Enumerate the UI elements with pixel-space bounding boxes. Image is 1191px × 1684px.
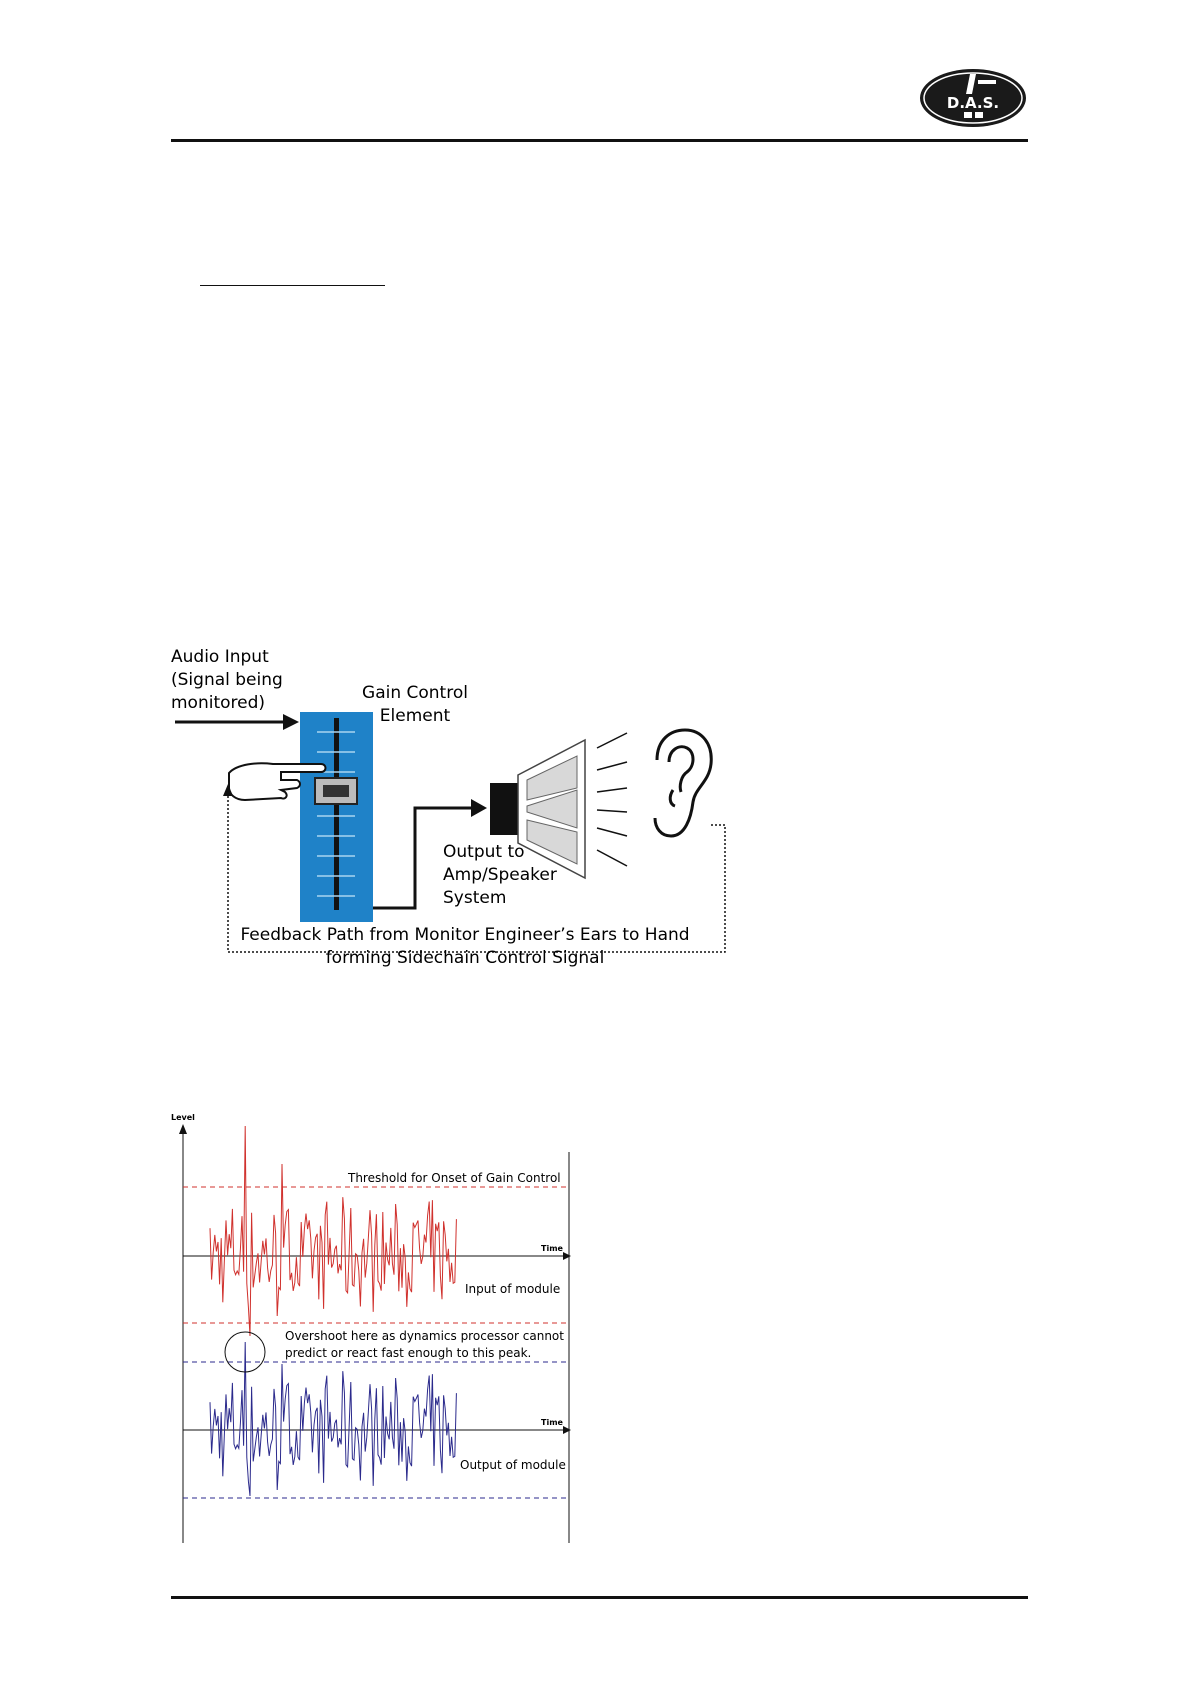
gain-control-diagram [165, 640, 765, 980]
heading-underline [200, 285, 385, 286]
audio-input-label-2: (Signal being [171, 670, 283, 690]
output-module-label: Output of module [460, 1458, 566, 1472]
output-label-3: System [443, 888, 507, 908]
audio-input-label-1: Audio Input [171, 647, 269, 667]
output-waveform [210, 1342, 456, 1496]
feedback-label-1: Feedback Path from Monitor Engineer’s Ears to Hand [240, 925, 690, 945]
time-axis-label-input: Time [541, 1244, 563, 1253]
time-axis-label-output: Time [541, 1418, 563, 1427]
overshoot-label-1: Overshoot here as dynamics processor cannot [285, 1329, 564, 1343]
gain-control-label-1: Gain Control [362, 683, 468, 703]
input-module-label: Input of module [465, 1282, 561, 1296]
threshold-label: Threshold for Onset of Gain Control [348, 1171, 561, 1185]
fader-icon [300, 712, 373, 922]
input-waveform [210, 1126, 456, 1336]
footer-rule [171, 1596, 1028, 1599]
level-axis-label: Level [171, 1113, 195, 1122]
ear-icon [655, 730, 711, 836]
sound-waves-icon [597, 733, 627, 866]
logo-text: D.A.S. [946, 94, 1000, 112]
feedback-label-2: forming Sidechain Control Signal [325, 948, 605, 968]
output-label-2: Amp/Speaker [443, 865, 557, 885]
das-logo [918, 66, 1028, 130]
dynamics-overshoot-diagram [165, 1108, 585, 1543]
header-rule [171, 139, 1028, 142]
audio-input-label-3: monitored) [171, 693, 266, 713]
gain-control-label-2: Element [379, 706, 451, 726]
overshoot-label-2: predict or react fast enough to this peak. [285, 1346, 532, 1360]
output-label-1: Output to [443, 842, 525, 862]
